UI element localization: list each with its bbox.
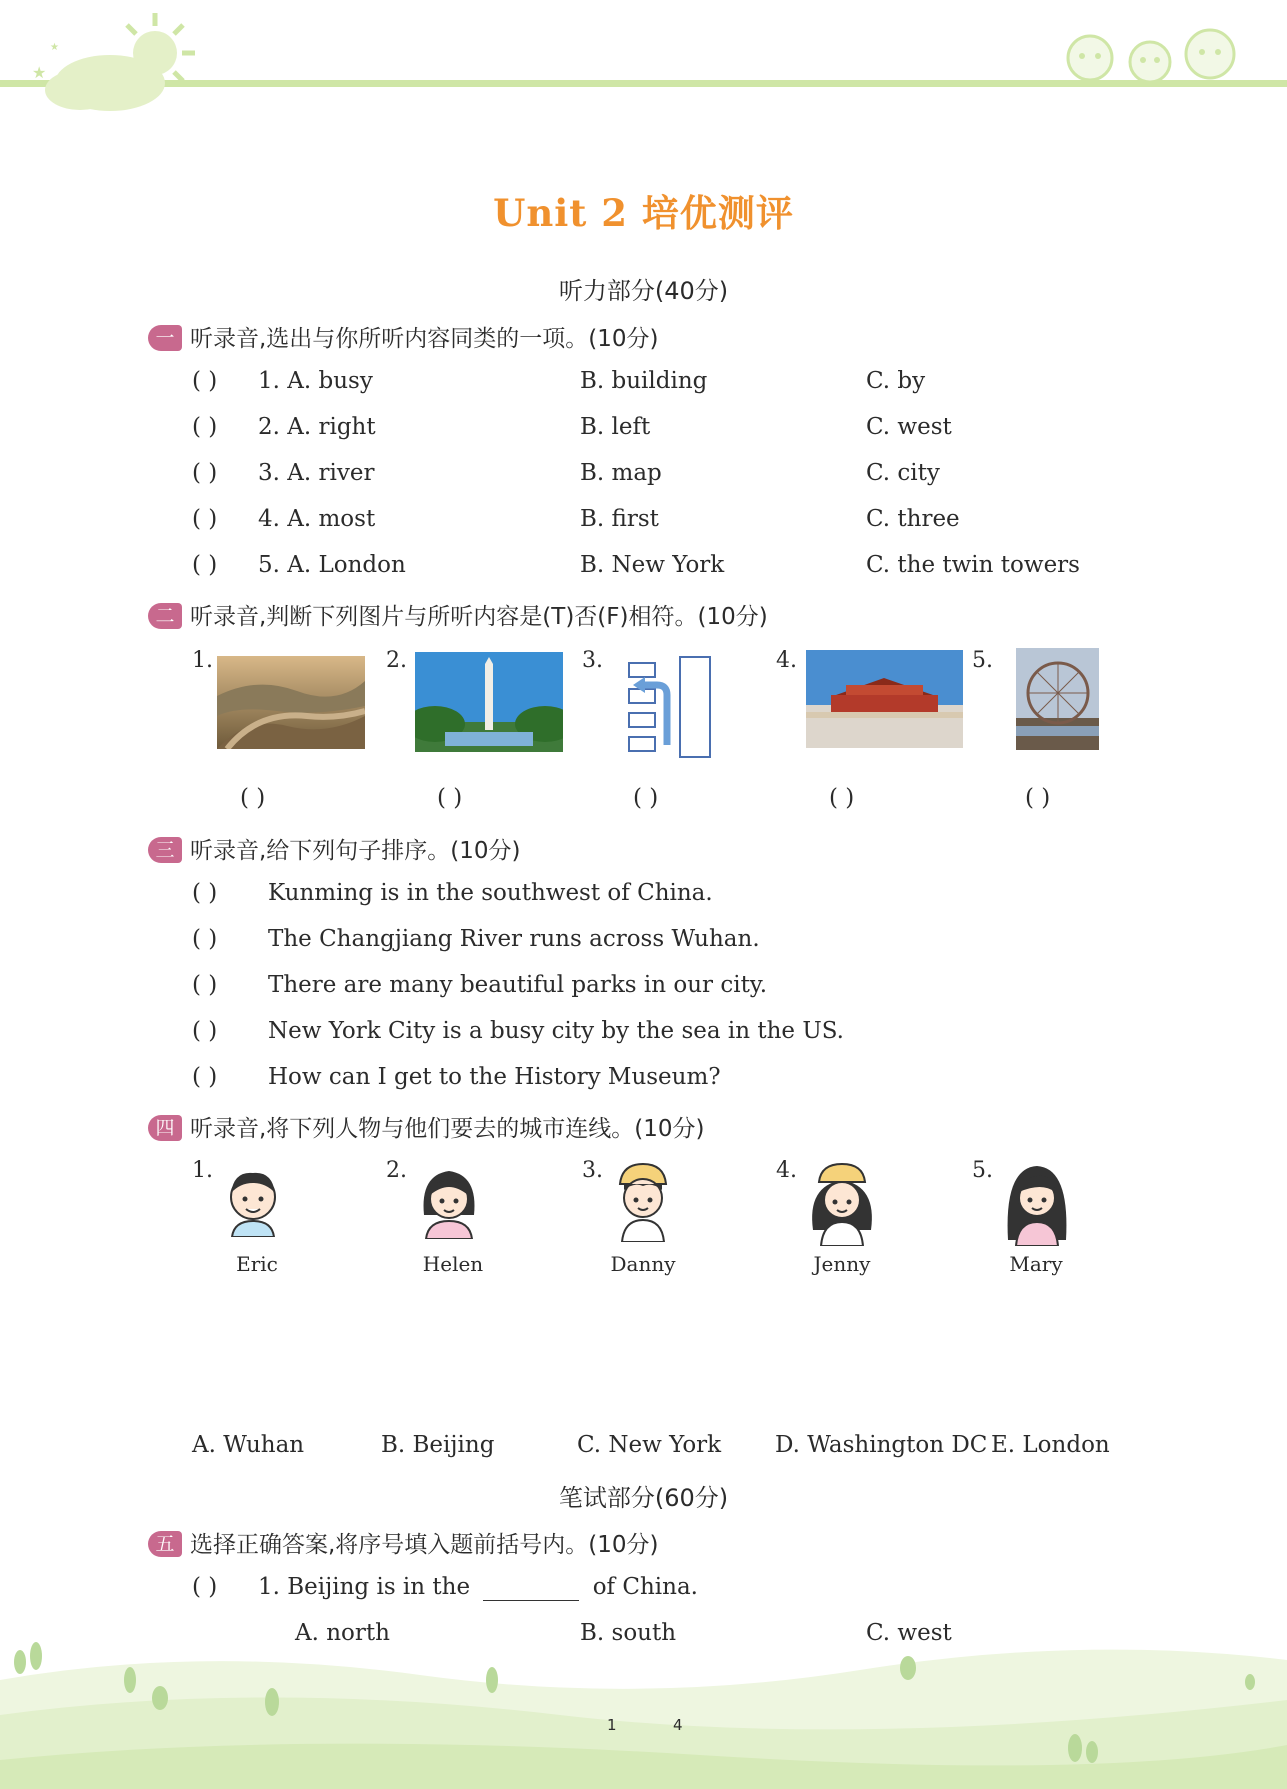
answer-blank[interactable]: ( ) xyxy=(192,368,218,394)
section-badge: 五 xyxy=(148,1531,182,1557)
city-option: B. Beijing xyxy=(381,1432,495,1458)
page-number-right: 4 xyxy=(673,1716,683,1734)
section-title: 听录音,将下列人物与他们要去的城市连线。(10分) xyxy=(190,1116,705,1142)
london-eye-photo xyxy=(1016,648,1099,750)
section-4-heading xyxy=(148,1110,705,1140)
answer-blank[interactable]: ( ) xyxy=(192,972,218,998)
option-b: B. south xyxy=(580,1620,677,1646)
answer-blank[interactable]: ( ) xyxy=(192,506,218,532)
question-prefix: 1. Beijing is in the xyxy=(258,1574,471,1600)
person-number: 1. xyxy=(192,1158,213,1183)
answer-blank[interactable]: ( ) xyxy=(1025,785,1051,811)
writing-part-heading: 笔试部分(60分) xyxy=(558,1484,729,1512)
answer-blank[interactable]: ( ) xyxy=(192,1574,218,1600)
q4-option-c: C. three xyxy=(866,506,960,532)
answer-blank[interactable]: ( ) xyxy=(829,785,855,811)
section-title: 听录音,选出与你所听内容同类的一项。(10分) xyxy=(190,326,659,352)
person-number: 2. xyxy=(386,1158,407,1183)
q2-option-c: C. west xyxy=(866,414,952,440)
question-suffix: of China. xyxy=(592,1574,698,1600)
picture-number: 1. xyxy=(192,648,213,673)
section-3-heading xyxy=(148,832,521,862)
section-badge: 二 xyxy=(148,603,182,629)
sentence: There are many beautiful parks in our city. xyxy=(268,972,768,998)
q1-option-a: 1. A. busy xyxy=(258,368,373,394)
city-option: C. New York xyxy=(577,1432,722,1458)
svg-text:★: ★ xyxy=(50,42,59,53)
sentence: How can I get to the History Museum? xyxy=(268,1064,721,1090)
picture-number: 4. xyxy=(776,648,797,673)
girl-with-cap-avatar-icon xyxy=(807,1160,877,1246)
page-title: Unit 2 培优测评 xyxy=(493,191,794,235)
q3-option-c: C. city xyxy=(866,460,940,486)
person-number: 5. xyxy=(972,1158,993,1183)
person-name: Danny xyxy=(610,1252,676,1276)
option-c: C. west xyxy=(866,1620,952,1646)
animal-faces-icon xyxy=(1060,20,1250,85)
answer-blank[interactable]: ( ) xyxy=(192,1018,218,1044)
city-option: E. London xyxy=(991,1432,1110,1458)
person-name: Mary xyxy=(1009,1252,1063,1276)
q4-option-a: 4. A. most xyxy=(258,506,376,532)
girl-avatar-icon xyxy=(418,1165,480,1239)
boy-with-cap-avatar-icon xyxy=(612,1160,674,1242)
person-name: Eric xyxy=(236,1252,278,1276)
option-a: A. north xyxy=(295,1620,390,1646)
q5-option-c: C. the twin towers xyxy=(866,552,1080,578)
picture-number: 2. xyxy=(386,648,407,673)
section-title: 听录音,给下列句子排序。(10分) xyxy=(190,838,521,864)
tiananmen-photo xyxy=(806,650,963,748)
answer-blank[interactable]: ( ) xyxy=(437,785,463,811)
section-title: 听录音,判断下列图片与所听内容是(T)否(F)相符。(10分) xyxy=(190,604,768,630)
section-title: 选择正确答案,将序号填入题前括号内。(10分) xyxy=(190,1532,659,1558)
sentence: Kunming is in the southwest of China. xyxy=(268,880,713,906)
person-number: 4. xyxy=(776,1158,797,1183)
city-option: A. Wuhan xyxy=(192,1432,305,1458)
section-badge: 一 xyxy=(148,325,182,351)
answer-blank[interactable]: ( ) xyxy=(192,414,218,440)
listening-part-heading: 听力部分(40分) xyxy=(558,277,729,305)
boy-avatar-icon xyxy=(222,1165,284,1237)
sentence: The Changjiang River runs across Wuhan. xyxy=(268,926,760,952)
long-hair-girl-avatar-icon xyxy=(1004,1162,1070,1246)
section-1-heading xyxy=(148,320,659,350)
q5-option-b: B. New York xyxy=(580,552,725,578)
bottom-hills-decoration xyxy=(0,1620,1287,1789)
great-wall-photo xyxy=(217,656,365,749)
svg-text:★: ★ xyxy=(32,63,47,82)
answer-blank[interactable]: ( ) xyxy=(192,552,218,578)
question-text xyxy=(258,1574,698,1601)
sentence: New York City is a busy city by the sea in the US. xyxy=(268,1018,844,1044)
person-name: Helen xyxy=(422,1252,484,1276)
q3-option-a: 3. A. river xyxy=(258,460,375,486)
answer-blank[interactable]: ( ) xyxy=(192,880,218,906)
page-number-left: 1 xyxy=(607,1716,617,1734)
answer-blank[interactable]: ( ) xyxy=(192,926,218,952)
q2-option-a: 2. A. right xyxy=(258,414,376,440)
answer-blank[interactable]: ( ) xyxy=(192,460,218,486)
q2-option-b: B. left xyxy=(580,414,651,440)
answer-blank[interactable]: ( ) xyxy=(240,785,266,811)
q3-option-b: B. map xyxy=(580,460,662,486)
answer-blank[interactable]: ( ) xyxy=(633,785,659,811)
person-number: 3. xyxy=(582,1158,603,1183)
q1-option-b: B. building xyxy=(580,368,708,394)
section-badge: 四 xyxy=(148,1115,182,1141)
person-name: Jenny xyxy=(813,1252,871,1276)
answer-blank[interactable]: ( ) xyxy=(192,1064,218,1090)
section-2-heading xyxy=(148,598,768,628)
section-badge: 三 xyxy=(148,837,182,863)
q1-option-c: C. by xyxy=(866,368,926,394)
sun-cloud-icon xyxy=(20,8,210,118)
picture-number: 3. xyxy=(582,648,603,673)
picture-number: 5. xyxy=(972,648,993,673)
fill-blank[interactable] xyxy=(483,1574,579,1601)
washington-monument-photo xyxy=(415,652,563,752)
turn-left-sign-icon xyxy=(625,655,715,759)
q4-option-b: B. first xyxy=(580,506,659,532)
q5-option-a: 5. A. London xyxy=(258,552,406,578)
city-option: D. Washington DC xyxy=(775,1432,988,1458)
section-5-heading xyxy=(148,1526,659,1556)
